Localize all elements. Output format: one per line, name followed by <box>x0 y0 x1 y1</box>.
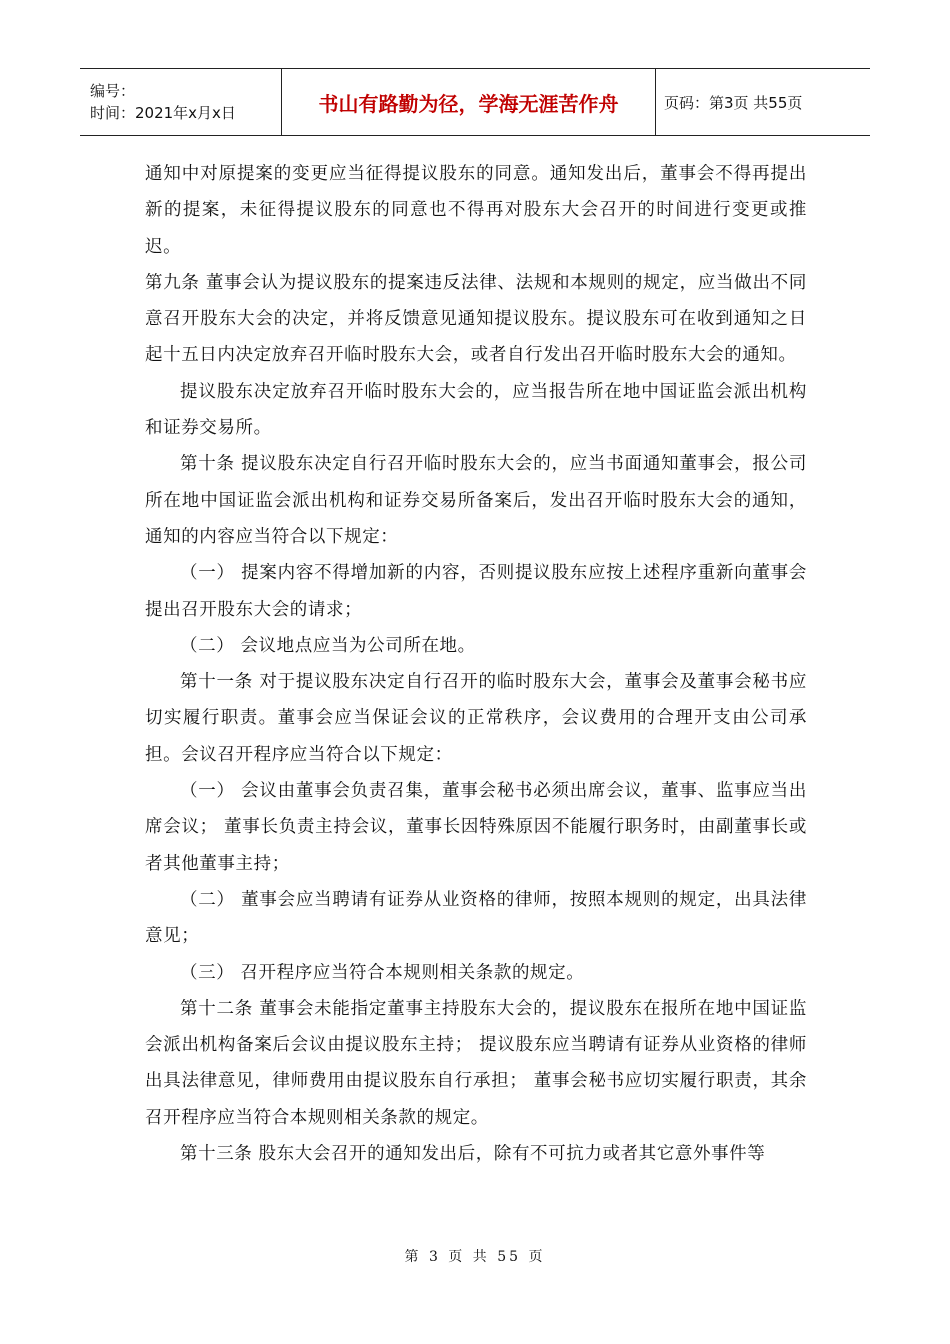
header-meta <box>80 69 282 135</box>
paragraph: 第十一条 对于提议股东决定自行召开的临时股东大会，董事会及董事会秘书应切实履行职责。董事会应当保证会议的正常秩序，会议费用的合理开支由公司承担。会议召开程序应当符合以下规定： <box>145 672 807 765</box>
page-footer: 第 3 页 共 55 页 <box>404 1249 546 1265</box>
paragraph: （三） 召开程序应当符合本规则相关条款的规定。 <box>180 962 585 983</box>
paragraph: 提议股东决定放弃召开临时股东大会的，应当报告所在地中国证监会派出机构和证券交易所。 <box>145 381 807 439</box>
paragraph: （二） 会议地点应当为公司所在地。 <box>180 635 476 656</box>
page-header <box>80 68 870 136</box>
paragraph: 第十二条 董事会未能指定董事主持股东大会的，提议股东在报所在地中国证监会派出机构备案后会议由提议股东主持； 提议股东应当聘请有证券从业资格的律师出具法律意见，律师费用由提议股东自行承担； 董事会秘书应切实履行职责，其余召开程序应当符合本规则相关条款的规定。 <box>145 998 807 1128</box>
header-page-label: 页码：第3页 共55页 <box>664 93 803 112</box>
paragraph: 通知中对原提案的变更应当征得提议股东的同意。通知发出后，董事会不得再提出新的提案，未征得提议股东的同意也不得再对股东大会召开的时间进行变更或推迟。 <box>145 164 807 257</box>
document-number-label: 编号： <box>90 82 136 100</box>
paragraph: （一） 会议由董事会负责召集，董事会秘书必须出席会议，董事、监事应当出席会议； 董事长负责主持会议，董事长因特殊原因不能履行职务时，由副董事长或者其他董事主持； <box>145 781 807 874</box>
paragraph: （二） 董事会应当聘请有证券从业资格的律师，按照本规则的规定，出具法律意见； <box>145 889 807 947</box>
paragraph: （一） 提案内容不得增加新的内容，否则提议股东应按上述程序重新向董事会提出召开股东大会的请求； <box>145 563 807 620</box>
paragraph: 第九条 董事会认为提议股东的提案违反法律、法规和本规则的规定，应当做出不同意召开股东大会的决定，并将反馈意见通知提议股东。提议股东可在收到通知之日起十五日内决定放弃召开临时股东大会，或者自行发出召开临时股东大会的通知。 <box>145 272 807 366</box>
paragraph: 第十三条 股东大会召开的通知发出后，除有不可抗力或者其它意外事件等 <box>180 1144 766 1165</box>
document-time-label: 时间：2021年x月x日 <box>90 104 236 122</box>
paragraph: 第十条 提议股东决定自行召开临时股东大会的，应当书面通知董事会，报公司所在地中国证监会派出机构和证券交易所备案后，发出召开临时股东大会的通知，通知的内容应当符合以下规定： <box>145 454 807 547</box>
header-motto: 书山有路勤为径，学海无涯苦作舟 <box>282 69 656 135</box>
document-body <box>145 156 807 1172</box>
